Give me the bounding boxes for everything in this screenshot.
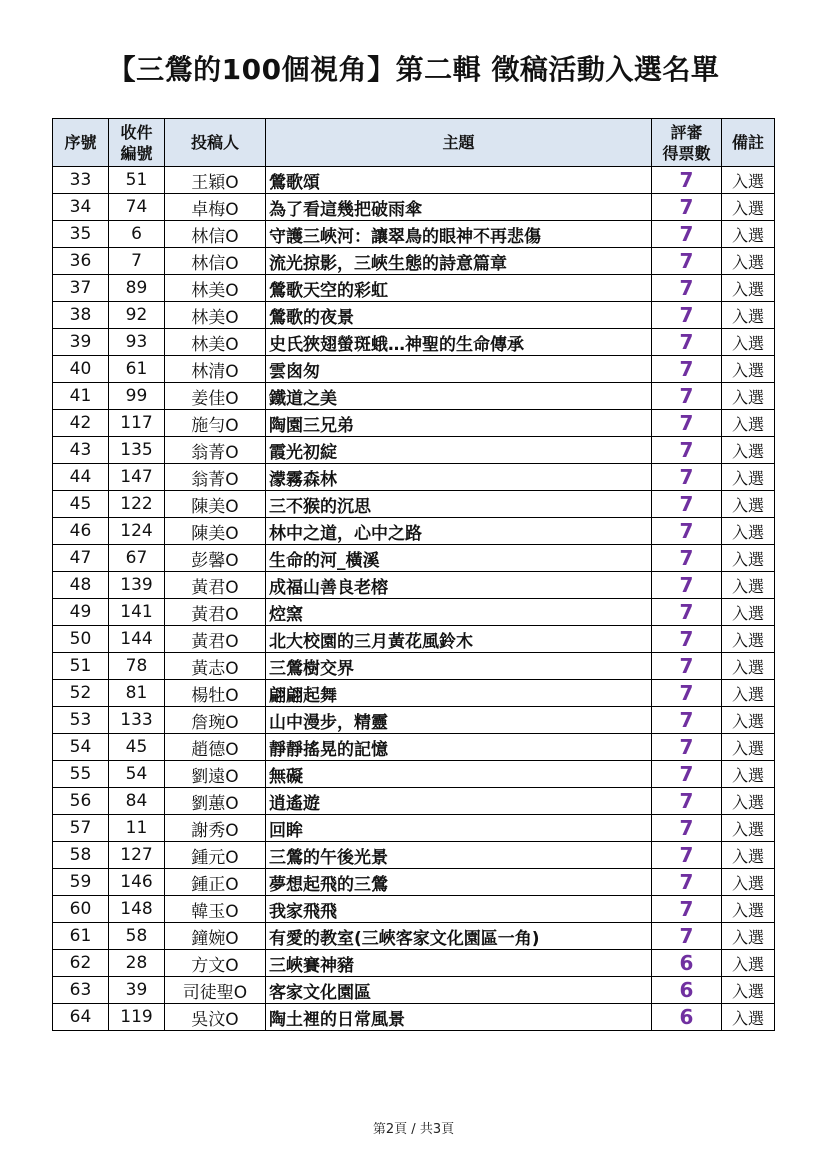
cell-receipt: 117 [109, 410, 165, 437]
cell-title: 三鶯的午後光景 [266, 842, 652, 869]
cell-author: 司徒聖O [165, 977, 266, 1004]
cell-votes: 7 [652, 734, 722, 761]
cell-receipt: 147 [109, 464, 165, 491]
cell-receipt: 122 [109, 491, 165, 518]
cell-seq: 53 [53, 707, 109, 734]
header-receipt [109, 119, 165, 167]
cell-seq: 54 [53, 734, 109, 761]
cell-title: 我家飛飛 [266, 896, 652, 923]
table-body [53, 167, 775, 1031]
cell-author: 趙德O [165, 734, 266, 761]
cell-receipt: 58 [109, 923, 165, 950]
cell-note: 入選 [722, 869, 775, 896]
table-row [53, 572, 775, 599]
cell-author: 鐘婉O [165, 923, 266, 950]
table-row [53, 869, 775, 896]
cell-author: 翁菁O [165, 437, 266, 464]
cell-seq: 42 [53, 410, 109, 437]
table-row [53, 518, 775, 545]
cell-receipt: 99 [109, 383, 165, 410]
cell-title: 陶土裡的日常風景 [266, 1004, 652, 1031]
cell-note: 入選 [722, 410, 775, 437]
cell-receipt: 93 [109, 329, 165, 356]
table-row [53, 410, 775, 437]
cell-votes: 7 [652, 869, 722, 896]
header-votes-bottom: 得票數 [662, 143, 711, 163]
cell-votes: 7 [652, 518, 722, 545]
cell-votes: 7 [652, 302, 722, 329]
cell-author: 謝秀O [165, 815, 266, 842]
cell-title: 無礙 [266, 761, 652, 788]
cell-receipt: 89 [109, 275, 165, 302]
cell-note: 入選 [722, 572, 775, 599]
cell-receipt: 6 [109, 221, 165, 248]
cell-note: 入選 [722, 950, 775, 977]
cell-author: 劉遠O [165, 761, 266, 788]
cell-receipt: 139 [109, 572, 165, 599]
page-footer: 第2頁 / 共3頁 [372, 1122, 455, 1137]
cell-title: 流光掠影，三峽生態的詩意篇章 [266, 248, 652, 275]
cell-author: 王穎O [165, 167, 266, 194]
cell-receipt: 45 [109, 734, 165, 761]
cell-seq: 45 [53, 491, 109, 518]
cell-author: 陳美O [165, 491, 266, 518]
cell-note: 入選 [722, 248, 775, 275]
cell-title: 陶園三兄弟 [266, 410, 652, 437]
cell-seq: 64 [53, 1004, 109, 1031]
cell-note: 入選 [722, 734, 775, 761]
cell-title: 史氏狹翅螢斑蛾…神聖的生命傳承 [266, 329, 652, 356]
cell-note: 入選 [722, 194, 775, 221]
table-row [53, 1004, 775, 1031]
table-row [53, 464, 775, 491]
cell-seq: 47 [53, 545, 109, 572]
cell-votes: 6 [652, 950, 722, 977]
cell-receipt: 61 [109, 356, 165, 383]
cell-author: 翁菁O [165, 464, 266, 491]
table-row [53, 248, 775, 275]
cell-title: 為了看這幾把破雨傘 [266, 194, 652, 221]
cell-author: 施勻O [165, 410, 266, 437]
cell-note: 入選 [722, 437, 775, 464]
cell-author: 韓玉O [165, 896, 266, 923]
cell-author: 林信O [165, 221, 266, 248]
cell-receipt: 39 [109, 977, 165, 1004]
table-row [53, 815, 775, 842]
cell-votes: 7 [652, 356, 722, 383]
cell-seq: 56 [53, 788, 109, 815]
cell-author: 林清O [165, 356, 266, 383]
cell-receipt: 28 [109, 950, 165, 977]
cell-votes: 6 [652, 977, 722, 1004]
cell-votes: 6 [652, 1004, 722, 1031]
cell-seq: 58 [53, 842, 109, 869]
cell-author: 鍾正O [165, 869, 266, 896]
cell-seq: 57 [53, 815, 109, 842]
cell-votes: 7 [652, 923, 722, 950]
cell-seq: 60 [53, 896, 109, 923]
cell-title: 濛霧森林 [266, 464, 652, 491]
cell-receipt: 67 [109, 545, 165, 572]
table-row [53, 653, 775, 680]
header-votes [652, 119, 722, 167]
cell-note: 入選 [722, 896, 775, 923]
cell-votes: 7 [652, 815, 722, 842]
cell-author: 林美O [165, 275, 266, 302]
cell-note: 入選 [722, 842, 775, 869]
cell-author: 林美O [165, 302, 266, 329]
cell-seq: 36 [53, 248, 109, 275]
cell-receipt: 133 [109, 707, 165, 734]
cell-note: 入選 [722, 491, 775, 518]
cell-note: 入選 [722, 815, 775, 842]
cell-author: 卓梅O [165, 194, 266, 221]
cell-receipt: 141 [109, 599, 165, 626]
cell-title: 生命的河_橫溪 [266, 545, 652, 572]
header-title: 主題 [266, 119, 652, 167]
cell-receipt: 144 [109, 626, 165, 653]
cell-seq: 61 [53, 923, 109, 950]
cell-seq: 41 [53, 383, 109, 410]
header-author: 投稿人 [165, 119, 266, 167]
cell-seq: 34 [53, 194, 109, 221]
table-row [53, 734, 775, 761]
header-receipt-top: 收件 [120, 122, 153, 142]
table-row [53, 491, 775, 518]
cell-note: 入選 [722, 545, 775, 572]
cell-author: 黃君O [165, 599, 266, 626]
cell-note: 入選 [722, 626, 775, 653]
cell-title: 逍遙遊 [266, 788, 652, 815]
cell-title: 靜靜搖晃的記憶 [266, 734, 652, 761]
cell-receipt: 51 [109, 167, 165, 194]
table-row [53, 923, 775, 950]
cell-receipt: 119 [109, 1004, 165, 1031]
cell-seq: 63 [53, 977, 109, 1004]
table-row [53, 167, 775, 194]
cell-note: 入選 [722, 356, 775, 383]
cell-note: 入選 [722, 788, 775, 815]
cell-receipt: 78 [109, 653, 165, 680]
cell-receipt: 124 [109, 518, 165, 545]
table-row [53, 626, 775, 653]
cell-seq: 55 [53, 761, 109, 788]
cell-receipt: 92 [109, 302, 165, 329]
table-row [53, 977, 775, 1004]
cell-title: 鶯歌的夜景 [266, 302, 652, 329]
cell-seq: 40 [53, 356, 109, 383]
cell-note: 入選 [722, 221, 775, 248]
cell-author: 林美O [165, 329, 266, 356]
cell-author: 陳美O [165, 518, 266, 545]
table-row [53, 545, 775, 572]
cell-note: 入選 [722, 761, 775, 788]
header-note: 備註 [722, 119, 775, 167]
cell-seq: 50 [53, 626, 109, 653]
header-receipt-bottom: 編號 [120, 143, 153, 163]
cell-note: 入選 [722, 518, 775, 545]
cell-votes: 7 [652, 545, 722, 572]
cell-title: 守護三峽河：讓翠鳥的眼神不再悲傷 [266, 221, 652, 248]
table-row [53, 599, 775, 626]
cell-votes: 7 [652, 275, 722, 302]
cell-seq: 37 [53, 275, 109, 302]
table-row [53, 221, 775, 248]
cell-author: 楊牡O [165, 680, 266, 707]
cell-votes: 7 [652, 248, 722, 275]
cell-note: 入選 [722, 707, 775, 734]
cell-title: 客家文化園區 [266, 977, 652, 1004]
table-row [53, 896, 775, 923]
cell-seq: 39 [53, 329, 109, 356]
selection-table [52, 118, 775, 1031]
cell-author: 黃君O [165, 626, 266, 653]
cell-votes: 7 [652, 896, 722, 923]
cell-author: 彭馨O [165, 545, 266, 572]
cell-votes: 7 [652, 788, 722, 815]
cell-title: 有愛的教室(三峽客家文化園區一角) [266, 923, 652, 950]
cell-seq: 43 [53, 437, 109, 464]
cell-votes: 7 [652, 680, 722, 707]
cell-receipt: 148 [109, 896, 165, 923]
cell-votes: 7 [652, 464, 722, 491]
cell-note: 入選 [722, 329, 775, 356]
cell-author: 方文O [165, 950, 266, 977]
cell-author: 詹琬O [165, 707, 266, 734]
cell-note: 入選 [722, 923, 775, 950]
cell-votes: 7 [652, 842, 722, 869]
cell-votes: 7 [652, 491, 722, 518]
cell-title: 夢想起飛的三鶯 [266, 869, 652, 896]
cell-author: 林信O [165, 248, 266, 275]
cell-note: 入選 [722, 977, 775, 1004]
cell-seq: 44 [53, 464, 109, 491]
cell-note: 入選 [722, 383, 775, 410]
cell-seq: 35 [53, 221, 109, 248]
cell-seq: 38 [53, 302, 109, 329]
table-row [53, 842, 775, 869]
cell-note: 入選 [722, 680, 775, 707]
table-row [53, 680, 775, 707]
table-row [53, 356, 775, 383]
cell-votes: 7 [652, 653, 722, 680]
cell-seq: 62 [53, 950, 109, 977]
cell-receipt: 7 [109, 248, 165, 275]
cell-seq: 48 [53, 572, 109, 599]
cell-seq: 59 [53, 869, 109, 896]
cell-title: 翩翩起舞 [266, 680, 652, 707]
cell-author: 鍾元O [165, 842, 266, 869]
cell-title: 鶯歌天空的彩虹 [266, 275, 652, 302]
cell-votes: 7 [652, 167, 722, 194]
cell-title: 三峽賽神豬 [266, 950, 652, 977]
cell-note: 入選 [722, 1004, 775, 1031]
table-row [53, 383, 775, 410]
cell-title: 焢窯 [266, 599, 652, 626]
cell-title: 鶯歌頌 [266, 167, 652, 194]
cell-receipt: 74 [109, 194, 165, 221]
cell-author: 黃志O [165, 653, 266, 680]
cell-receipt: 127 [109, 842, 165, 869]
table-row [53, 302, 775, 329]
cell-title: 雲囪匆 [266, 356, 652, 383]
cell-votes: 7 [652, 194, 722, 221]
table-row [53, 275, 775, 302]
cell-title: 霞光初綻 [266, 437, 652, 464]
cell-votes: 7 [652, 437, 722, 464]
cell-title: 北大校園的三月黃花風鈴木 [266, 626, 652, 653]
cell-seq: 52 [53, 680, 109, 707]
cell-seq: 33 [53, 167, 109, 194]
cell-votes: 7 [652, 599, 722, 626]
header-votes-top: 評審 [670, 122, 703, 142]
cell-title: 成福山善良老榕 [266, 572, 652, 599]
cell-note: 入選 [722, 599, 775, 626]
cell-author: 黃君O [165, 572, 266, 599]
table-row [53, 788, 775, 815]
table-row [53, 950, 775, 977]
cell-votes: 7 [652, 707, 722, 734]
table-row [53, 329, 775, 356]
cell-receipt: 81 [109, 680, 165, 707]
cell-note: 入選 [722, 464, 775, 491]
cell-receipt: 84 [109, 788, 165, 815]
cell-title: 回眸 [266, 815, 652, 842]
cell-votes: 7 [652, 626, 722, 653]
header-seq: 序號 [53, 119, 109, 167]
cell-votes: 7 [652, 221, 722, 248]
table-row [53, 194, 775, 221]
cell-seq: 49 [53, 599, 109, 626]
cell-title: 三鶯樹交界 [266, 653, 652, 680]
cell-author: 吳汶O [165, 1004, 266, 1031]
cell-title: 林中之道，心中之路 [266, 518, 652, 545]
cell-receipt: 11 [109, 815, 165, 842]
cell-receipt: 54 [109, 761, 165, 788]
cell-author: 劉蕙O [165, 788, 266, 815]
cell-receipt: 135 [109, 437, 165, 464]
cell-title: 山中漫步，精靈 [266, 707, 652, 734]
table-header [53, 119, 775, 167]
page-title: 【三鶯的100個視角】第二輯 徵稿活動入選名單 [107, 53, 720, 86]
cell-votes: 7 [652, 761, 722, 788]
cell-title: 鐵道之美 [266, 383, 652, 410]
cell-note: 入選 [722, 275, 775, 302]
cell-receipt: 146 [109, 869, 165, 896]
cell-note: 入選 [722, 302, 775, 329]
table-row [53, 707, 775, 734]
table-row [53, 761, 775, 788]
table-row [53, 437, 775, 464]
cell-seq: 51 [53, 653, 109, 680]
cell-votes: 7 [652, 410, 722, 437]
cell-author: 姜佳O [165, 383, 266, 410]
cell-note: 入選 [722, 167, 775, 194]
cell-note: 入選 [722, 653, 775, 680]
cell-votes: 7 [652, 572, 722, 599]
cell-votes: 7 [652, 329, 722, 356]
cell-title: 三不猴的沉思 [266, 491, 652, 518]
cell-votes: 7 [652, 383, 722, 410]
cell-seq: 46 [53, 518, 109, 545]
